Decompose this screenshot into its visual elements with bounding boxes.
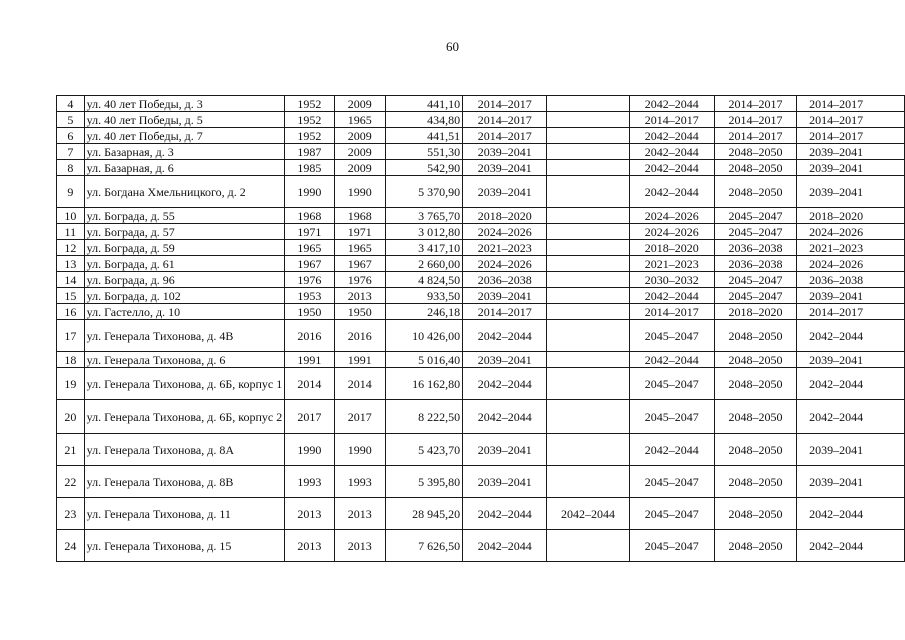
- area-cell: 28 945,20: [385, 498, 462, 530]
- period-1-cell: 2021–2023: [463, 240, 547, 256]
- table-row: [57, 176, 905, 208]
- area-cell: 8 222,50: [385, 400, 462, 434]
- period-5-cell: 2042–2044: [797, 368, 905, 400]
- period-2-cell: [547, 144, 629, 160]
- row-number: 11: [57, 224, 85, 240]
- table-row: [57, 96, 905, 112]
- address-cell: ул. Базарная, д. 6: [84, 160, 285, 176]
- period-4-cell: 2014–2017: [714, 96, 796, 112]
- table-row: [57, 466, 905, 498]
- year-repair-cell: 1991: [334, 352, 385, 368]
- row-number: 18: [57, 352, 85, 368]
- year-built-cell: 1985: [285, 160, 334, 176]
- address-cell: ул. Бограда, д. 57: [84, 224, 285, 240]
- year-built-cell: 2013: [285, 530, 334, 562]
- area-cell: 3 012,80: [385, 224, 462, 240]
- page-number: 60: [446, 39, 459, 54]
- period-3-cell: 2014–2017: [629, 304, 714, 320]
- row-number: 23: [57, 498, 85, 530]
- period-5-cell: 2039–2041: [797, 466, 905, 498]
- period-3-cell: 2024–2026: [629, 208, 714, 224]
- row-number: 4: [57, 96, 85, 112]
- period-2-cell: [547, 176, 629, 208]
- year-built-cell: 1990: [285, 434, 334, 466]
- address-cell: ул. 40 лет Победы, д. 3: [84, 96, 285, 112]
- area-cell: 10 426,00: [385, 320, 462, 352]
- period-5-cell: 2024–2026: [797, 224, 905, 240]
- table-row: [57, 530, 905, 562]
- address-cell: ул. Гастелло, д. 10: [84, 304, 285, 320]
- period-3-cell: 2045–2047: [629, 320, 714, 352]
- year-repair-cell: 2013: [334, 288, 385, 304]
- period-2-cell: [547, 112, 629, 128]
- period-3-cell: 2045–2047: [629, 530, 714, 562]
- area-cell: 246,18: [385, 304, 462, 320]
- address-cell: ул. Бограда, д. 61: [84, 256, 285, 272]
- area-cell: 4 824,50: [385, 272, 462, 288]
- table-row: [57, 498, 905, 530]
- year-repair-cell: 2009: [334, 144, 385, 160]
- period-4-cell: 2048–2050: [714, 498, 796, 530]
- period-1-cell: 2014–2017: [463, 112, 547, 128]
- year-repair-cell: 1967: [334, 256, 385, 272]
- table-row: [57, 144, 905, 160]
- table-row: [57, 272, 905, 288]
- year-built-cell: 2017: [285, 400, 334, 434]
- area-cell: 434,80: [385, 112, 462, 128]
- period-2-cell: [547, 128, 629, 144]
- year-built-cell: 1967: [285, 256, 334, 272]
- period-2-cell: [547, 530, 629, 562]
- year-repair-cell: 2014: [334, 368, 385, 400]
- year-repair-cell: 1968: [334, 208, 385, 224]
- period-3-cell: 2042–2044: [629, 160, 714, 176]
- row-number: 14: [57, 272, 85, 288]
- period-1-cell: 2039–2041: [463, 160, 547, 176]
- area-cell: 551,30: [385, 144, 462, 160]
- period-3-cell: 2042–2044: [629, 144, 714, 160]
- period-3-cell: 2021–2023: [629, 256, 714, 272]
- period-5-cell: 2014–2017: [797, 112, 905, 128]
- housing-repair-schedule-table: [56, 95, 905, 562]
- year-repair-cell: 1971: [334, 224, 385, 240]
- area-cell: 5 370,90: [385, 176, 462, 208]
- period-2-cell: [547, 434, 629, 466]
- year-repair-cell: 2009: [334, 128, 385, 144]
- period-4-cell: 2048–2050: [714, 530, 796, 562]
- table-row: [57, 434, 905, 466]
- period-1-cell: 2039–2041: [463, 434, 547, 466]
- period-1-cell: 2018–2020: [463, 208, 547, 224]
- period-3-cell: 2042–2044: [629, 128, 714, 144]
- period-3-cell: 2042–2044: [629, 288, 714, 304]
- period-1-cell: 2024–2026: [463, 224, 547, 240]
- table-row: [57, 320, 905, 352]
- period-5-cell: 2014–2017: [797, 96, 905, 112]
- period-1-cell: 2014–2017: [463, 304, 547, 320]
- year-repair-cell: 2009: [334, 160, 385, 176]
- year-built-cell: 1971: [285, 224, 334, 240]
- period-5-cell: 2014–2017: [797, 304, 905, 320]
- row-number: 13: [57, 256, 85, 272]
- period-1-cell: 2039–2041: [463, 176, 547, 208]
- period-5-cell: 2039–2041: [797, 352, 905, 368]
- address-cell: ул. 40 лет Победы, д. 7: [84, 128, 285, 144]
- table-row: [57, 400, 905, 434]
- period-4-cell: 2036–2038: [714, 256, 796, 272]
- row-number: 15: [57, 288, 85, 304]
- row-number: 5: [57, 112, 85, 128]
- address-cell: ул. 40 лет Победы, д. 5: [84, 112, 285, 128]
- year-built-cell: 2013: [285, 498, 334, 530]
- year-repair-cell: 1990: [334, 176, 385, 208]
- table-row: [57, 304, 905, 320]
- year-repair-cell: 1993: [334, 466, 385, 498]
- period-2-cell: [547, 256, 629, 272]
- period-5-cell: 2024–2026: [797, 256, 905, 272]
- table-row: [57, 208, 905, 224]
- table-row: [57, 112, 905, 128]
- year-repair-cell: 2009: [334, 96, 385, 112]
- row-number: 9: [57, 176, 85, 208]
- area-cell: 5 423,70: [385, 434, 462, 466]
- area-cell: 542,90: [385, 160, 462, 176]
- address-cell: ул. Богдана Хмельницкого, д. 2: [84, 176, 285, 208]
- period-4-cell: 2045–2047: [714, 272, 796, 288]
- period-2-cell: [547, 224, 629, 240]
- year-repair-cell: 2017: [334, 400, 385, 434]
- period-2-cell: [547, 288, 629, 304]
- table-row: [57, 224, 905, 240]
- period-1-cell: 2039–2041: [463, 144, 547, 160]
- row-number: 8: [57, 160, 85, 176]
- period-2-cell: [547, 160, 629, 176]
- year-built-cell: 1950: [285, 304, 334, 320]
- year-built-cell: 1993: [285, 466, 334, 498]
- period-1-cell: 2042–2044: [463, 320, 547, 352]
- table-row: [57, 128, 905, 144]
- period-2-cell: [547, 400, 629, 434]
- period-5-cell: 2042–2044: [797, 498, 905, 530]
- address-cell: ул. Генерала Тихонова, д. 11: [84, 498, 285, 530]
- year-repair-cell: 1976: [334, 272, 385, 288]
- area-cell: 441,51: [385, 128, 462, 144]
- period-4-cell: 2014–2017: [714, 128, 796, 144]
- period-3-cell: 2018–2020: [629, 240, 714, 256]
- period-4-cell: 2045–2047: [714, 224, 796, 240]
- year-built-cell: 1990: [285, 176, 334, 208]
- period-5-cell: 2042–2044: [797, 320, 905, 352]
- period-5-cell: 2039–2041: [797, 288, 905, 304]
- period-3-cell: 2014–2017: [629, 112, 714, 128]
- row-number: 6: [57, 128, 85, 144]
- year-built-cell: 1953: [285, 288, 334, 304]
- year-repair-cell: 2013: [334, 530, 385, 562]
- period-2-cell: [547, 208, 629, 224]
- year-repair-cell: 1965: [334, 240, 385, 256]
- period-1-cell: 2039–2041: [463, 288, 547, 304]
- period-4-cell: 2048–2050: [714, 320, 796, 352]
- table-body: [57, 96, 905, 562]
- year-repair-cell: 2016: [334, 320, 385, 352]
- period-4-cell: 2048–2050: [714, 434, 796, 466]
- row-number: 16: [57, 304, 85, 320]
- period-1-cell: 2024–2026: [463, 256, 547, 272]
- period-3-cell: 2045–2047: [629, 368, 714, 400]
- period-4-cell: 2036–2038: [714, 240, 796, 256]
- area-cell: 5 395,80: [385, 466, 462, 498]
- period-1-cell: 2042–2044: [463, 400, 547, 434]
- year-built-cell: 1987: [285, 144, 334, 160]
- year-repair-cell: 2013: [334, 498, 385, 530]
- area-cell: 2 660,00: [385, 256, 462, 272]
- year-built-cell: 1968: [285, 208, 334, 224]
- table-row: [57, 240, 905, 256]
- area-cell: 441,10: [385, 96, 462, 112]
- period-3-cell: 2030–2032: [629, 272, 714, 288]
- year-built-cell: 1991: [285, 352, 334, 368]
- period-5-cell: 2042–2044: [797, 400, 905, 434]
- table-row: [57, 160, 905, 176]
- period-1-cell: 2042–2044: [463, 530, 547, 562]
- period-4-cell: 2048–2050: [714, 160, 796, 176]
- area-cell: 3 765,70: [385, 208, 462, 224]
- period-5-cell: 2014–2017: [797, 128, 905, 144]
- row-number: 7: [57, 144, 85, 160]
- address-cell: ул. Бограда, д. 102: [84, 288, 285, 304]
- year-built-cell: 1952: [285, 112, 334, 128]
- area-cell: 16 162,80: [385, 368, 462, 400]
- row-number: 19: [57, 368, 85, 400]
- year-built-cell: 1952: [285, 96, 334, 112]
- period-3-cell: 2045–2047: [629, 498, 714, 530]
- period-4-cell: 2018–2020: [714, 304, 796, 320]
- period-4-cell: 2048–2050: [714, 368, 796, 400]
- period-3-cell: 2024–2026: [629, 224, 714, 240]
- period-1-cell: 2039–2041: [463, 352, 547, 368]
- period-2-cell: [547, 368, 629, 400]
- period-5-cell: 2042–2044: [797, 530, 905, 562]
- address-cell: ул. Генерала Тихонова, д. 8В: [84, 466, 285, 498]
- row-number: 24: [57, 530, 85, 562]
- period-1-cell: 2042–2044: [463, 368, 547, 400]
- period-2-cell: [547, 272, 629, 288]
- address-cell: ул. Генерала Тихонова, д. 6Б, корпус 1: [84, 368, 285, 400]
- period-4-cell: 2045–2047: [714, 208, 796, 224]
- period-3-cell: 2042–2044: [629, 176, 714, 208]
- period-1-cell: 2036–2038: [463, 272, 547, 288]
- period-4-cell: 2045–2047: [714, 288, 796, 304]
- period-2-cell: [547, 96, 629, 112]
- period-3-cell: 2042–2044: [629, 434, 714, 466]
- area-cell: 5 016,40: [385, 352, 462, 368]
- address-cell: ул. Бограда, д. 96: [84, 272, 285, 288]
- address-cell: ул. Генерала Тихонова, д. 6: [84, 352, 285, 368]
- period-1-cell: 2039–2041: [463, 466, 547, 498]
- period-4-cell: 2014–2017: [714, 112, 796, 128]
- period-5-cell: 2018–2020: [797, 208, 905, 224]
- period-4-cell: 2048–2050: [714, 466, 796, 498]
- row-number: 21: [57, 434, 85, 466]
- period-5-cell: 2021–2023: [797, 240, 905, 256]
- row-number: 17: [57, 320, 85, 352]
- year-built-cell: 2014: [285, 368, 334, 400]
- table-row: [57, 256, 905, 272]
- period-3-cell: 2042–2044: [629, 352, 714, 368]
- year-built-cell: 1965: [285, 240, 334, 256]
- period-2-cell: [547, 466, 629, 498]
- row-number: 12: [57, 240, 85, 256]
- table-row: [57, 368, 905, 400]
- address-cell: ул. Генерала Тихонова, д. 8А: [84, 434, 285, 466]
- period-4-cell: 2048–2050: [714, 400, 796, 434]
- period-1-cell: 2014–2017: [463, 128, 547, 144]
- table-row: [57, 288, 905, 304]
- row-number: 22: [57, 466, 85, 498]
- year-repair-cell: 1950: [334, 304, 385, 320]
- period-3-cell: 2042–2044: [629, 96, 714, 112]
- area-cell: 7 626,50: [385, 530, 462, 562]
- period-2-cell: [547, 240, 629, 256]
- area-cell: 933,50: [385, 288, 462, 304]
- address-cell: ул. Бограда, д. 55: [84, 208, 285, 224]
- address-cell: ул. Базарная, д. 3: [84, 144, 285, 160]
- address-cell: ул. Генерала Тихонова, д. 15: [84, 530, 285, 562]
- period-1-cell: 2042–2044: [463, 498, 547, 530]
- row-number: 10: [57, 208, 85, 224]
- address-cell: ул. Генерала Тихонова, д. 4В: [84, 320, 285, 352]
- period-2-cell: 2042–2044: [547, 498, 629, 530]
- period-2-cell: [547, 352, 629, 368]
- period-5-cell: 2039–2041: [797, 144, 905, 160]
- period-5-cell: 2039–2041: [797, 434, 905, 466]
- area-cell: 3 417,10: [385, 240, 462, 256]
- period-4-cell: 2048–2050: [714, 144, 796, 160]
- period-4-cell: 2048–2050: [714, 352, 796, 368]
- period-3-cell: 2045–2047: [629, 400, 714, 434]
- address-cell: ул. Бограда, д. 59: [84, 240, 285, 256]
- address-cell: ул. Генерала Тихонова, д. 6Б, корпус 2: [84, 400, 285, 434]
- year-built-cell: 1976: [285, 272, 334, 288]
- year-built-cell: 2016: [285, 320, 334, 352]
- table-row: [57, 352, 905, 368]
- period-1-cell: 2014–2017: [463, 96, 547, 112]
- period-5-cell: 2039–2041: [797, 176, 905, 208]
- period-5-cell: 2039–2041: [797, 160, 905, 176]
- year-repair-cell: 1965: [334, 112, 385, 128]
- year-built-cell: 1952: [285, 128, 334, 144]
- period-4-cell: 2048–2050: [714, 176, 796, 208]
- period-2-cell: [547, 320, 629, 352]
- period-2-cell: [547, 304, 629, 320]
- period-5-cell: 2036–2038: [797, 272, 905, 288]
- period-3-cell: 2045–2047: [629, 466, 714, 498]
- row-number: 20: [57, 400, 85, 434]
- year-repair-cell: 1990: [334, 434, 385, 466]
